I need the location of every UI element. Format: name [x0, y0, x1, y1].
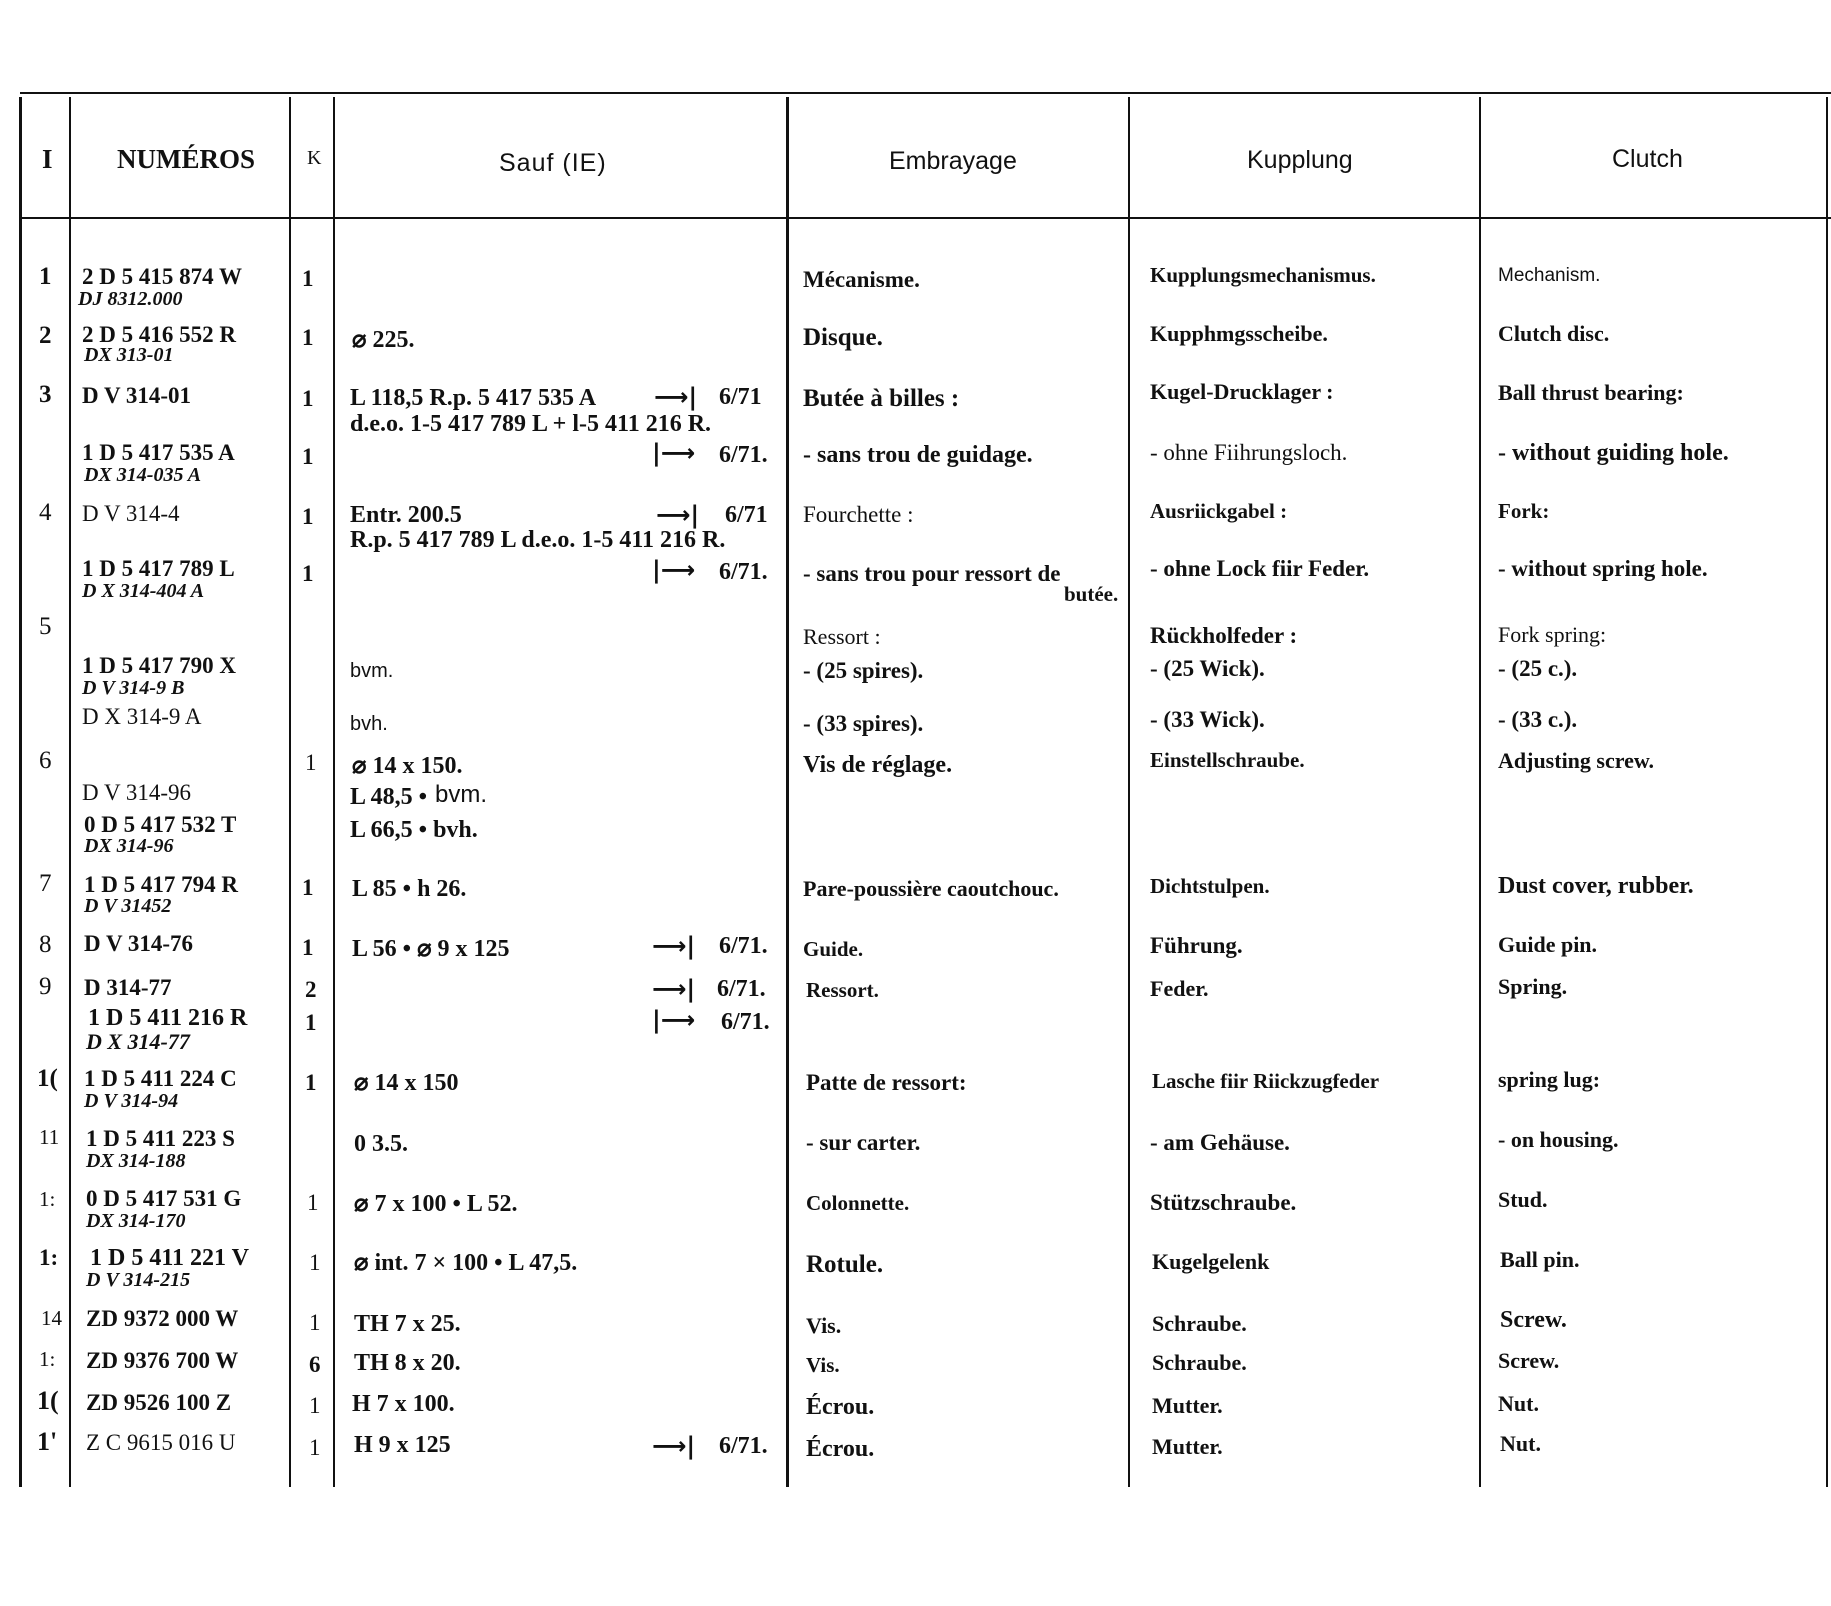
- part-reference: DX 314-188: [86, 1150, 186, 1172]
- row-index: 11: [39, 1125, 60, 1149]
- desc-en: Nut.: [1498, 1391, 1539, 1416]
- row-index: 6: [39, 747, 52, 774]
- desc-fr: Colonnette.: [806, 1191, 910, 1215]
- sauf-note: ⌀ int. 7 × 100 • L 47,5.: [354, 1250, 578, 1276]
- col-divider-right: [1826, 97, 1828, 1487]
- sauf-note: bvh.: [350, 713, 388, 735]
- sauf-note: ⌀ 7 x 100 • L 52.: [354, 1191, 518, 1217]
- desc-de: Rückholfeder :: [1150, 623, 1298, 648]
- desc-fr: Ressort.: [806, 978, 879, 1002]
- col-divider-embrayage: [786, 97, 789, 1487]
- sauf-note: L 48,5 •: [350, 784, 428, 810]
- part-number: ZD 9372 000 W: [86, 1306, 239, 1331]
- part-number: 1 D 5 411 221 V: [90, 1245, 249, 1271]
- to-date-arrow-icon: ⟶|: [654, 383, 698, 411]
- quantity: 1: [302, 561, 314, 586]
- desc-en: - (33 c.).: [1498, 707, 1578, 732]
- sauf-note: L 66,5 • bvh.: [350, 817, 478, 843]
- desc-fr: - sans trou de guidage.: [803, 442, 1033, 468]
- col-divider-left: [19, 97, 22, 1487]
- desc-de: Ausriickgabel :: [1150, 499, 1288, 523]
- quantity: 1: [302, 325, 314, 350]
- quantity: 1: [305, 1010, 317, 1035]
- desc-de: - (25 Wick).: [1150, 656, 1265, 681]
- desc-fr: Ressort :: [803, 624, 881, 649]
- col-divider-k: [289, 97, 291, 1487]
- quantity: 1: [302, 444, 314, 469]
- desc-en: Clutch disc.: [1498, 321, 1610, 346]
- desc-en: Adjusting screw.: [1498, 748, 1655, 773]
- desc-de: Kugelgelenk: [1152, 1249, 1270, 1274]
- sauf-note: ⌀ 14 x 150.: [352, 753, 463, 779]
- row-index: 2: [39, 322, 52, 349]
- to-date-arrow-icon: ⟶|: [656, 501, 700, 529]
- date: 6/71.: [719, 933, 768, 959]
- row-index: 1: [39, 263, 52, 290]
- desc-fr: - sur carter.: [806, 1130, 921, 1155]
- header-col-i: I: [42, 144, 53, 174]
- part-reference: DJ 8312.000: [78, 288, 183, 310]
- sauf-note-mount: bvm.: [435, 781, 488, 808]
- header-bottom-rule: [20, 217, 1831, 219]
- part-reference: D V 314-9 B: [82, 677, 185, 699]
- desc-de: Mutter.: [1152, 1393, 1223, 1418]
- row-index: 1:: [39, 1347, 56, 1371]
- from-date-arrow-icon: |⟶: [652, 439, 696, 467]
- desc-en: Spring.: [1498, 974, 1568, 999]
- desc-en: Screw.: [1498, 1348, 1560, 1373]
- desc-de: Feder.: [1150, 976, 1209, 1001]
- part-number: ZD 9526 100 Z: [86, 1390, 232, 1415]
- desc-de: Dichtstulpen.: [1150, 874, 1270, 898]
- row-index: 1:: [39, 1245, 59, 1270]
- part-number: 0 D 5 417 532 T: [84, 812, 237, 837]
- part-number: D V 314-76: [84, 931, 194, 956]
- row-index: 1': [37, 1427, 58, 1456]
- quantity: 6: [309, 1352, 321, 1377]
- desc-en: spring lug:: [1498, 1067, 1601, 1092]
- desc-fr: Écrou.: [806, 1394, 875, 1420]
- desc-de: Kupphmgsscheibe.: [1150, 321, 1328, 346]
- desc-fr: - sans trou pour ressort de: [803, 561, 1061, 586]
- desc-fr: Rotule.: [806, 1251, 884, 1278]
- quantity: 1: [309, 1250, 321, 1275]
- top-rule: [20, 92, 1831, 94]
- col-divider-kupplung: [1128, 97, 1130, 1487]
- desc-en: Fork spring:: [1498, 622, 1607, 647]
- header-col-numeros: NUMÉROS: [117, 144, 256, 174]
- date: 6/71: [719, 384, 762, 410]
- desc-en: - without spring hole.: [1498, 556, 1708, 581]
- desc-de: Schraube.: [1152, 1311, 1247, 1336]
- part-number: 2 D 5 416 552 R: [82, 322, 236, 347]
- part-number: D V 314-96: [82, 780, 192, 805]
- part-reference: DX 314-96: [84, 835, 174, 857]
- quantity: 1: [302, 935, 314, 960]
- desc-fr: - (25 spires).: [803, 658, 924, 683]
- date: 6/71.: [717, 976, 766, 1002]
- col-divider-clutch: [1479, 97, 1481, 1487]
- quantity: 1: [307, 1190, 319, 1215]
- row-index: 4: [39, 499, 52, 526]
- desc-de: Mutter.: [1152, 1434, 1223, 1459]
- sauf-note: H 9 x 125: [354, 1432, 451, 1458]
- desc-de: Einstellschraube.: [1150, 748, 1305, 772]
- quantity: 2: [305, 977, 317, 1002]
- sauf-note: TH 8 x 20.: [354, 1350, 461, 1376]
- part-number: 2 D 5 415 874 W: [82, 264, 242, 289]
- part-number: ZD 9376 700 W: [86, 1348, 239, 1373]
- desc-en: Ball thrust bearing:: [1498, 380, 1684, 405]
- desc-de: Kupplungsmechanismus.: [1150, 263, 1376, 287]
- desc-fr: Guide.: [803, 937, 864, 961]
- desc-de: - am Gehäuse.: [1150, 1130, 1290, 1155]
- row-index: 8: [39, 931, 52, 958]
- part-number: 1 D 5 417 789 L: [82, 556, 235, 581]
- desc-de: Führung.: [1150, 933, 1243, 958]
- part-reference: D V 314-94: [84, 1090, 179, 1112]
- part-number: 0 D 5 417 531 G: [86, 1186, 242, 1211]
- sauf-note: ⌀ 14 x 150: [354, 1070, 459, 1096]
- part-number: D X 314-9 A: [82, 704, 202, 729]
- desc-en: - on housing.: [1498, 1127, 1619, 1152]
- desc-en: Ball pin.: [1500, 1247, 1580, 1272]
- quantity: 1: [309, 1393, 321, 1418]
- part-reference: DX 314-035 A: [84, 464, 202, 486]
- desc-fr: Butée à billes :: [803, 385, 960, 412]
- desc-en: - without guiding hole.: [1498, 440, 1729, 466]
- from-date-arrow-icon: |⟶: [652, 1006, 696, 1034]
- sauf-note-line2: d.e.o. 1-5 417 789 L + l-5 411 216 R.: [350, 411, 712, 437]
- header-col-clutch: Clutch: [1612, 145, 1683, 173]
- row-index: 5: [39, 613, 52, 640]
- sauf-note: H 7 x 100.: [352, 1391, 455, 1417]
- date: 6/71.: [719, 559, 768, 585]
- desc-en: Screw.: [1500, 1307, 1567, 1333]
- desc-fr: Vis de réglage.: [803, 752, 953, 778]
- part-reference: D X 314-404 A: [82, 580, 205, 602]
- part-number: D V 314-01: [82, 383, 192, 408]
- desc-en: Guide pin.: [1498, 932, 1598, 957]
- sauf-note-line2: R.p. 5 417 789 L d.e.o. 1-5 411 216 R.: [350, 527, 726, 553]
- header-col-k: K: [307, 147, 322, 169]
- desc-de: Kugel-Drucklager :: [1150, 379, 1334, 404]
- quantity: 1: [305, 1070, 317, 1095]
- part-reference: D V 31452: [84, 895, 172, 917]
- sauf-note: L 56 • ⌀ 9 x 125: [352, 936, 510, 962]
- desc-de: Schraube.: [1152, 1350, 1247, 1375]
- desc-en: Dust cover, rubber.: [1498, 873, 1694, 899]
- quantity: 1: [302, 504, 314, 529]
- quantity: 1: [309, 1435, 321, 1460]
- desc-fr-line2: butée.: [1064, 582, 1119, 606]
- sauf-note: Entr. 200.5: [350, 502, 462, 528]
- part-number: D 314-77: [84, 975, 172, 1000]
- part-number: Z C 9615 016 U: [86, 1430, 236, 1455]
- quantity: 1: [302, 875, 314, 900]
- from-date-arrow-icon: |⟶: [652, 556, 696, 584]
- desc-fr: - (33 spires).: [803, 711, 924, 736]
- desc-fr: Pare-poussière caoutchouc.: [803, 876, 1059, 901]
- to-date-arrow-icon: ⟶|: [652, 932, 696, 960]
- part-reference: D X 314-77: [86, 1029, 190, 1054]
- desc-en: Fork:: [1498, 499, 1550, 523]
- date: 6/71.: [719, 1433, 768, 1459]
- sauf-note: L 85 • h 26.: [352, 876, 467, 902]
- to-date-arrow-icon: ⟶|: [652, 1432, 696, 1460]
- row-index: 14: [41, 1306, 62, 1330]
- part-number: 1 D 5 411 223 S: [86, 1126, 235, 1151]
- row-index: 7: [39, 870, 52, 897]
- desc-fr: Patte de ressort:: [806, 1070, 967, 1095]
- part-number: 1 D 5 417 790 X: [82, 653, 236, 678]
- col-divider-numeros: [69, 97, 71, 1487]
- desc-fr: Vis.: [806, 1353, 840, 1377]
- quantity: 1: [305, 750, 317, 775]
- part-number: 1 D 5 411 224 C: [84, 1066, 237, 1091]
- header-col-embrayage: Embrayage: [889, 147, 1017, 175]
- date: 6/71.: [721, 1009, 770, 1035]
- part-number: 1 D 5 417 794 R: [84, 872, 238, 897]
- header-col-sauf: Sauf (IE): [499, 149, 607, 177]
- desc-en: Nut.: [1500, 1431, 1541, 1456]
- row-index: 1(: [37, 1065, 58, 1092]
- desc-fr: Écrou.: [806, 1436, 875, 1462]
- desc-de: - (33 Wick).: [1150, 707, 1265, 732]
- row-index: 1(: [37, 1386, 59, 1415]
- to-date-arrow-icon: ⟶|: [652, 975, 696, 1003]
- desc-en: Mechanism.: [1498, 265, 1601, 286]
- part-number: D V 314-4: [82, 501, 180, 526]
- sauf-note: TH 7 x 25.: [354, 1311, 461, 1337]
- part-reference: DX 313-01: [84, 344, 174, 366]
- row-index: 3: [39, 381, 52, 408]
- desc-de: - ohne Lock fiir Feder.: [1150, 556, 1370, 581]
- desc-en: - (25 c.).: [1498, 656, 1578, 681]
- desc-de: Lasche fiir Riickzugfeder: [1152, 1069, 1380, 1093]
- part-reference: DX 314-170: [86, 1210, 186, 1232]
- header-col-kupplung: Kupplung: [1247, 146, 1353, 174]
- date: 6/71.: [719, 442, 768, 468]
- desc-de: - ohne Fiihrungsloch.: [1150, 440, 1348, 465]
- desc-de: Stützschraube.: [1150, 1190, 1297, 1215]
- quantity: 1: [302, 266, 314, 291]
- sauf-note: 0 3.5.: [354, 1131, 408, 1157]
- quantity: 1: [302, 386, 314, 411]
- desc-fr: Vis.: [806, 1313, 842, 1338]
- col-divider-sauf: [333, 97, 335, 1487]
- quantity: 1: [309, 1310, 321, 1335]
- desc-fr: Fourchette :: [803, 502, 914, 527]
- sauf-note: L 118,5 R.p. 5 417 535 A: [350, 385, 597, 411]
- row-index: 1:: [39, 1187, 56, 1211]
- desc-en: Stud.: [1498, 1187, 1548, 1212]
- date: 6/71: [725, 502, 768, 528]
- row-index: 9: [39, 973, 52, 1000]
- part-number: 1 D 5 417 535 A: [82, 440, 235, 465]
- part-number: 1 D 5 411 216 R: [88, 1005, 248, 1031]
- sauf-note: ⌀ 225.: [352, 327, 415, 353]
- sauf-note: bvm.: [350, 660, 394, 682]
- desc-fr: Mécanisme.: [803, 267, 920, 292]
- desc-fr: Disque.: [803, 324, 883, 351]
- part-reference: D V 314-215: [86, 1269, 191, 1291]
